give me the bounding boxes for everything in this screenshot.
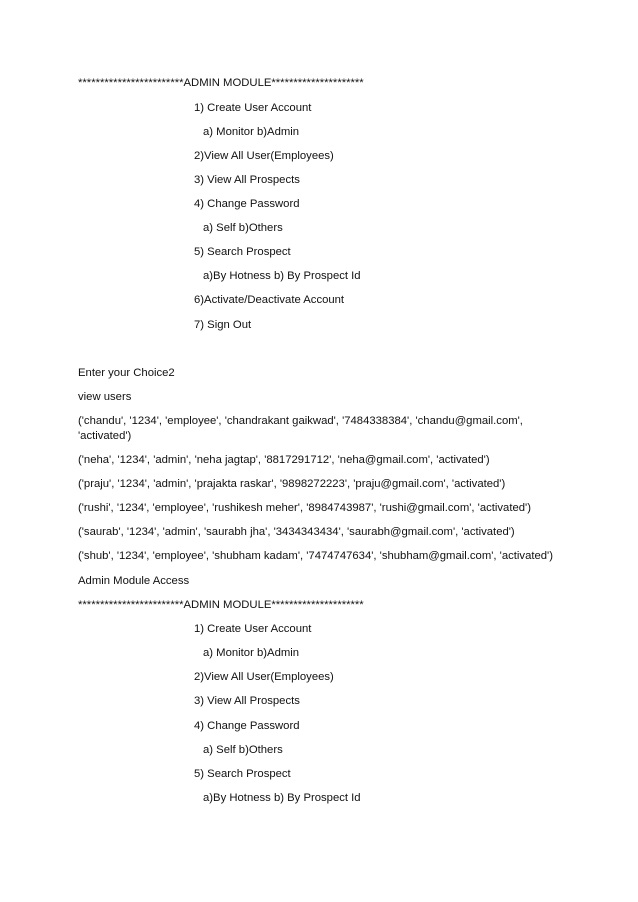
user-record: ('neha', '1234', 'admin', 'neha jagtap', '8817291712', 'neha@gmail.com', 'activated') <box>78 454 490 466</box>
menu-item: 7) Sign Out <box>194 319 252 331</box>
menu-item: 2)View All User(Employees) <box>194 150 334 162</box>
menu-subitem: a) Self b)Others <box>203 744 283 756</box>
user-record: ('praju', '1234', 'admin', 'prajakta raskar', '9898272223', 'praju@gmail.com', 'activated') <box>78 478 506 490</box>
menu-subitem: a) Monitor b)Admin <box>203 647 300 659</box>
menu-item: 5) Search Prospect <box>194 768 291 780</box>
menu-subitem: a) Self b)Others <box>203 222 283 234</box>
menu-subitem: a) Monitor b)Admin <box>203 126 300 138</box>
user-record: ('saurab', '1234', 'admin', 'saurabh jha', '3434343434', 'saurabh@gmail.com', 'activated') <box>78 526 515 538</box>
menu-subitem: a)By Hotness b) By Prospect Id <box>203 792 361 804</box>
menu-item: 2)View All User(Employees) <box>194 671 334 683</box>
user-record: ('chandu', '1234', 'employee', 'chandrakant gaikwad', '7484338384', 'chandu@gmail.com', 'activated') <box>78 415 523 442</box>
menu-subitem: a)By Hotness b) By Prospect Id <box>203 270 361 282</box>
menu-item: 5) Search Prospect <box>194 246 291 258</box>
choice-prompt: Enter your Choice2 <box>78 367 175 379</box>
menu-item: 3) View All Prospects <box>194 695 300 707</box>
menu-item: 3) View All Prospects <box>194 174 300 186</box>
menu-item: 1) Create User Account <box>194 623 312 635</box>
menu-header: ************************ADMIN MODULE********************* <box>78 599 364 611</box>
status-line: Admin Module Access <box>78 575 190 587</box>
menu-header: ************************ADMIN MODULE********************* <box>78 77 364 89</box>
command-line: view users <box>78 391 132 403</box>
menu-item: 4) Change Password <box>194 198 300 210</box>
menu-item: 4) Change Password <box>194 720 300 732</box>
user-record: ('shub', '1234', 'employee', 'shubham kadam', '7474747634', 'shubham@gmail.com', 'activated') <box>78 550 553 562</box>
menu-item: 1) Create User Account <box>194 102 312 114</box>
user-record: ('rushi', '1234', 'employee', 'rushikesh meher', '8984743987', 'rushi@gmail.com', 'activated') <box>78 502 531 514</box>
menu-item: 6)Activate/Deactivate Account <box>194 294 345 306</box>
